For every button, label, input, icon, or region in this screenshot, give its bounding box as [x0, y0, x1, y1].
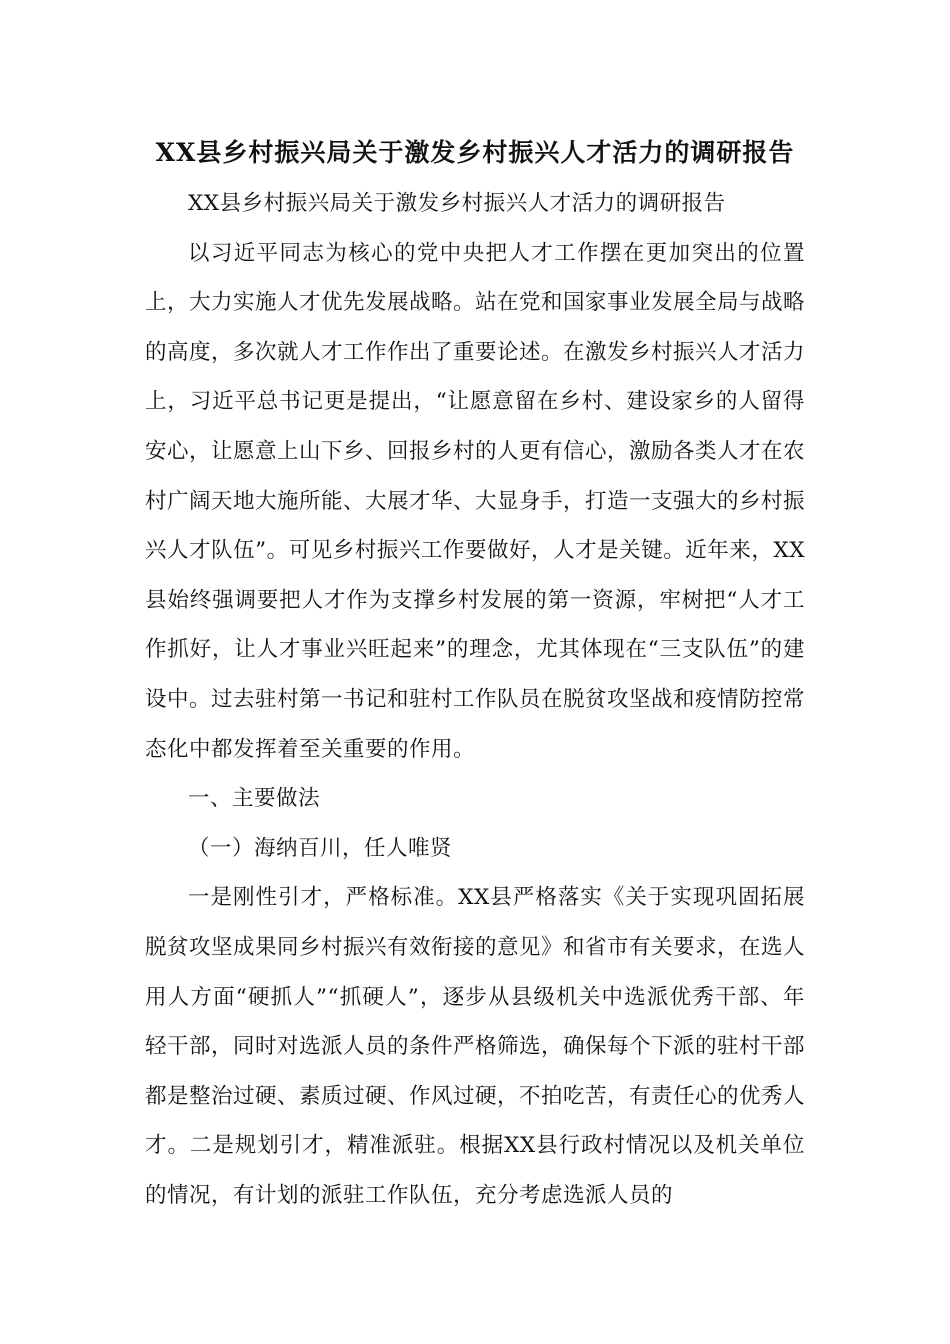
subsection-heading: （一）海纳百川，任人唯贤 — [188, 835, 453, 861]
section-heading: 一、主要做法 — [188, 786, 321, 812]
body-paragraph: 一是刚性引才，严格标准。XX县严格落实《关于实现巩固拓展脱贫攻坚成果同乡村振兴有效衔接的意见》和省市有关要求，在选人用人方面“硬抓人”“抓硬人”，逐步从县级机关中选派优秀干部、年轻干部，同时对选派人员的条件严格筛选，确保每个下派的驻村干部都是整治过硬、素质过硬、作风过硬，不拍吃苦，有责任心的优秀人才。二是规划引才，精准派驻。根据XX县行政村情况以及机关单位的情况，有计划的派驻工作队伍，充分考虑选派人员的 — [145, 885, 806, 1208]
document-body — [145, 179, 805, 1220]
document-title: XX县乡村振兴局关于激发乡村振兴人才活力的调研报告 — [155, 138, 795, 167]
intro-paragraph: 以习近平同志为核心的党中央把人才工作摆在更加突出的位置上，大力实施人才优先发展战略。站在党和国家事业发展全局与战略的高度，多次就人才工作作出了重要论述。在激发乡村振兴人才活力上，习近平总书记更是提出，“让愿意留在乡村、建设家乡的人留得安心，让愿意上山下乡、回报乡村的人更有信心，激励各类人才在农村广阔天地大施所能、大展才华、大显身手，打造一支强大的乡村振兴人才队伍”。可见乡村振兴工作要做好，人才是关键。近年来，XX县始终强调要把人才作为支撑乡村发展的第一资源，牢树把“人才工作抓好，让人才事业兴旺起来”的理念，尤其体现在“三支队伍”的建设中。过去驻村第一书记和驻村工作队员在脱贫攻坚战和疫情防控常态化中都发挥着至关重要的作用。 — [145, 240, 806, 762]
subtitle-paragraph: XX县乡村振兴局关于激发乡村振兴人才活力的调研报告 — [188, 191, 726, 216]
